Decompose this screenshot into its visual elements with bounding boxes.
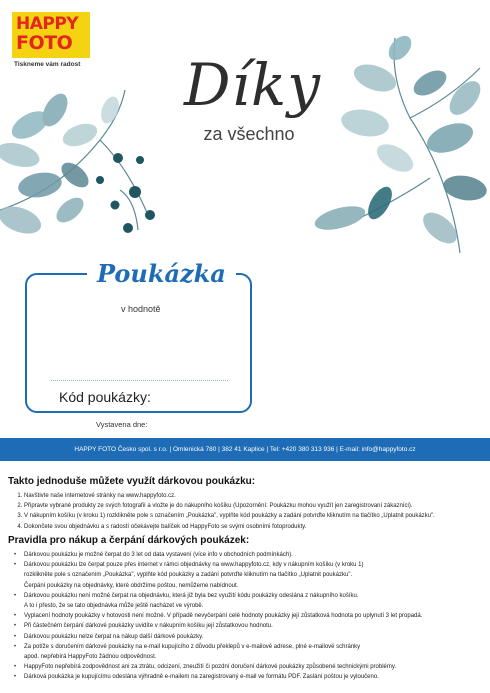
rules-section	[8, 535, 483, 683]
rules-item: • HappyFoto nepřebírá zodpovědnost ani za ztrátu, odcizení, zneužití či pozdní doručení dárkové poukázky způsobené technickými problémy.	[24, 662, 483, 672]
greeting-title	[184, 51, 321, 145]
voucher-code-label: Kód poukázky:	[59, 389, 151, 405]
howto-step: 4. Dokončete svou objednávku a s radostí očekávejte balíček od HappyFoto se svými osobními fotoprodukty.	[24, 522, 483, 532]
voucher-dotted-line	[51, 380, 228, 381]
howto-heading: Takto jednoduše můžete využít dárkovou poukázku:	[8, 476, 256, 487]
rules-item: • Vyplacení hodnoty poukázky v hotovosti není možné. V případě nevyčerpání celé hodnoty poukázky její zůstatková hodnota po uplynutí 3 let propadá.	[24, 611, 483, 621]
logo-word-happy: HAPPY	[16, 14, 79, 34]
voucher-card	[25, 259, 252, 413]
rules-item: • Při částečném čerpání dárkové poukázky uvidíte v nákupním košíku její zůstatkovou hodnotu.	[24, 621, 483, 631]
rules-item: • Dárkovou poukázku není možné čerpat na objednávku, která již byla bez využití kódu poukázky odeslána z nákupního košíku.	[24, 591, 483, 601]
rules-list	[8, 550, 483, 683]
company-info-text: HAPPY FOTO Česko spol. s r.o. | Omlenická 780 | 382 41 Kaplice | Tel: +420 380 313 936 | E-mail: info@happyfoto.cz	[74, 446, 416, 453]
rules-item: rozklikněte pole s označením „Poukázka", vyplňte kód poukázky a zadání potvrďte kliknutím na tlačítko „Uplatnit poukázku".	[24, 572, 353, 579]
howto-step: 2. Připravte vybrané produkty ze svých fotografií a vložte je do nákupního košíku (Upozornění: Poukázku mohou využít jen zaregistrovaní zákazníci).	[24, 501, 483, 511]
rules-item: • Dárková poukázka je kupujícímu odeslána výhradně e-mailem na zaregistrovaný e-mail ve formátu PDF. Zaslání poštou je vyloučeno.	[24, 672, 483, 682]
happyfoto-logo	[12, 12, 92, 68]
howto-step: 3. V nákupním košíku (v kroku 1) rozklikněte pole s označením „Poukázka", vyplňte kód poukázky a zadání potvrďte kliknutím na tlačítko „Uplatnit poukázku".	[24, 511, 483, 521]
rules-heading: Pravidla pro nákup a čerpání dárkových poukázek:	[8, 535, 250, 546]
eucalyptus-right-illustration	[300, 28, 490, 253]
rules-item: • Za potíže s doručením dárkové poukázky na e-mail kupujícího z důvodu překlepů v e-mailové adrese, plné e-mailové schránky	[24, 642, 483, 652]
rules-item: apod. nepřebírá HappyFoto žádnou odpovědnost.	[24, 654, 157, 661]
howto-step: 1. Navštivte naše internetové stránky na www.happyfoto.cz.	[24, 491, 483, 501]
voucher-value-label: v hodnotě	[121, 304, 161, 314]
rules-item: A to i přesto, že se tato objednávka může ještě nacházet ve výrobě.	[24, 603, 204, 610]
howto-section	[8, 476, 483, 532]
eucalyptus-left-illustration	[0, 80, 175, 245]
howto-steps	[8, 491, 483, 532]
logo-word-foto: FOTO	[16, 32, 73, 54]
voucher-heading: Poukázka	[87, 259, 236, 288]
title-sub: za všechno	[203, 124, 295, 144]
logo-tagline: Tiskneme vám radost	[14, 61, 81, 68]
company-info-bar	[0, 438, 490, 461]
rules-item: Čerpání poukázky na objednávky, které obdržíme poštou, nemůžeme nabídnout.	[24, 582, 239, 589]
rules-item: • Dárkovou poukázku nelze čerpat na nákup další dárkové poukázky.	[24, 632, 483, 642]
rules-item: • Dárkovou poukázku lze čerpat pouze přes internet v rámci objednávky na www.happyfoto.cz, kdy v nákupním košíku (v kroku 1)	[24, 560, 483, 570]
logo-badge	[12, 12, 90, 58]
rules-item: • Dárkovou poukázku je možné čerpat do 3 let od data vystavení (více info v obchodních podmínkách).	[24, 550, 483, 560]
voucher-issued-label: Vystavena dne:	[96, 420, 148, 429]
title-main: Díky	[184, 51, 321, 119]
